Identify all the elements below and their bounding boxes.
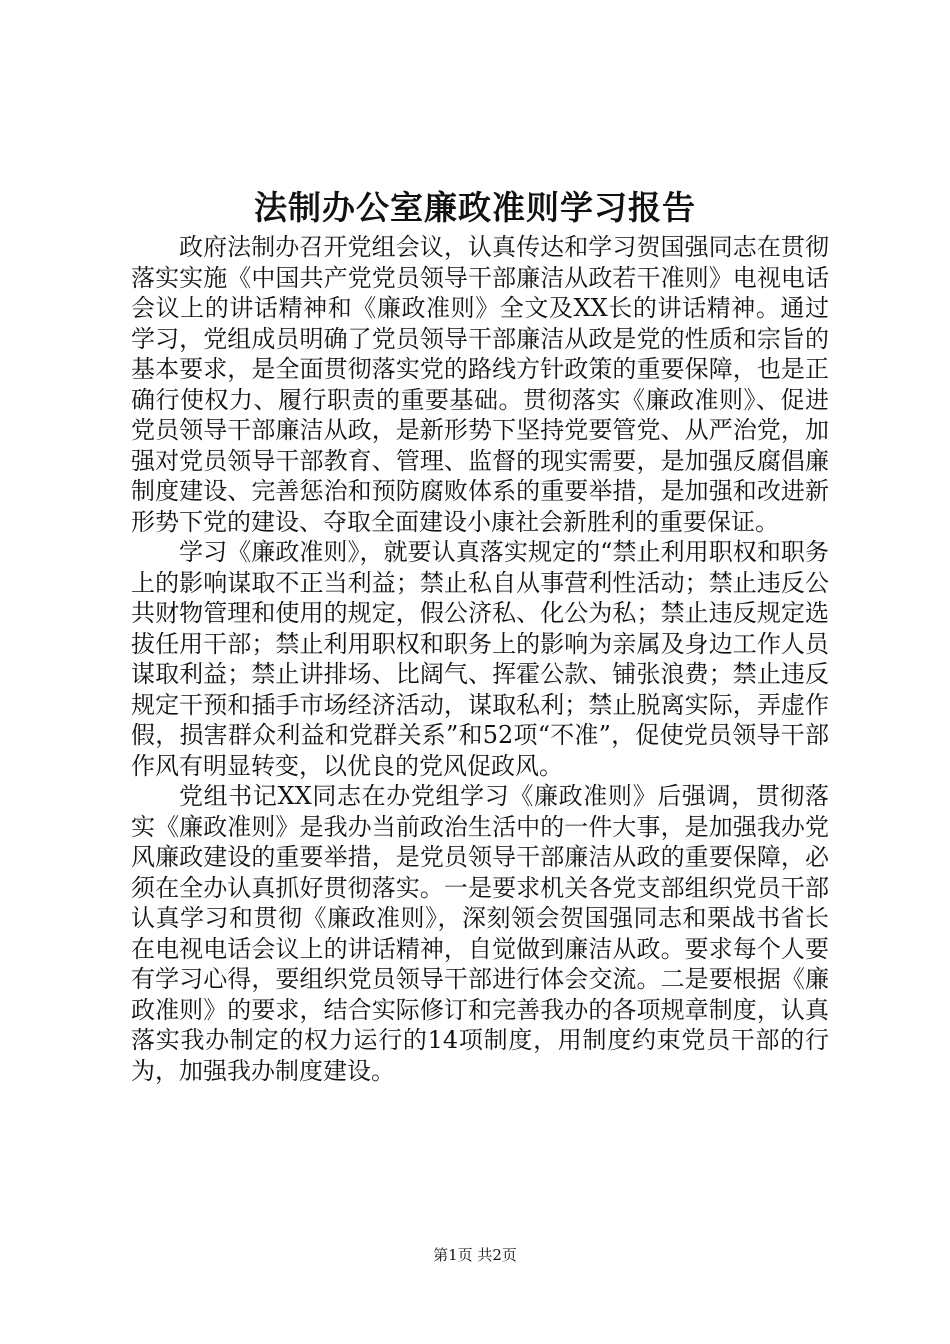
paragraph-3: 党组书记XX同志在办党组学习《廉政准则》后强调，贯彻落实《廉政准则》是我办当前政治生活中的一件大事，是加强我办党风廉政建设的重要举措，是党员领导干部廉洁从政的重要保障，必须在全办认真抓好贯彻落实。一是要求机关各党支部组织党员干部认真学习和贯彻《廉政准则》，深刻领会贺国强同志和栗战书省长在电视电话会议上的讲话精神，自觉做到廉洁从政。要求每个人要有学习心得，要组织党员领导干部进行体会交流。二是要根据《廉政准则》的要求，结合实际修订和完善我办的各项规章制度，认真落实我办制定的权力运行的14项制度，用制度约束党员干部的行为，加强我办制度建设。 [131,782,829,1085]
document-body [131,232,829,1086]
paragraph-1: 政府法制办召开党组会议，认真传达和学习贺国强同志在贯彻落实实施《中国共产党党员领导干部廉洁从政若干准则》电视电话会议上的讲话精神和《廉政准则》全文及XX长的讲话精神。通过学习，党组成员明确了党员领导干部廉洁从政是党的性质和宗旨的基本要求，是全面贯彻落实党的路线方针政策的重要保障，也是正确行使权力、履行职责的重要基础。贯彻落实《廉政准则》、促进党员领导干部廉洁从政，是新形势下坚持党要管党、从严治党，加强对党员领导干部教育、管理、监督的现实需要，是加强反腐倡廉制度建设、完善惩治和预防腐败体系的重要举措，是加强和改进新形势下党的建设、夺取全面建设小康社会新胜利的重要保证。 [131,233,829,536]
page-number-footer: 第1页 共2页 [433,1246,517,1264]
document-title: 法制办公室廉政准则学习报告 [254,188,696,227]
paragraph-2: 学习《廉政准则》，就要认真落实规定的“禁止利用职权和职务上的影响谋取不正当利益；禁止私自从事营利性活动；禁止违反公共财物管理和使用的规定，假公济私、化公为私；禁止违反规定选拔任用干部；禁止利用职权和职务上的影响为亲属及身边工作人员谋取利益；禁止讲排场、比阔气、挥霍公款、铺张浪费；禁止违反规定干预和插手市场经济活动，谋取私利；禁止脱离实际，弄虚作假，损害群众利益和党群关系”和52项“不准”，促使党员领导干部作风有明显转变，以优良的党风促政风。 [131,538,829,780]
